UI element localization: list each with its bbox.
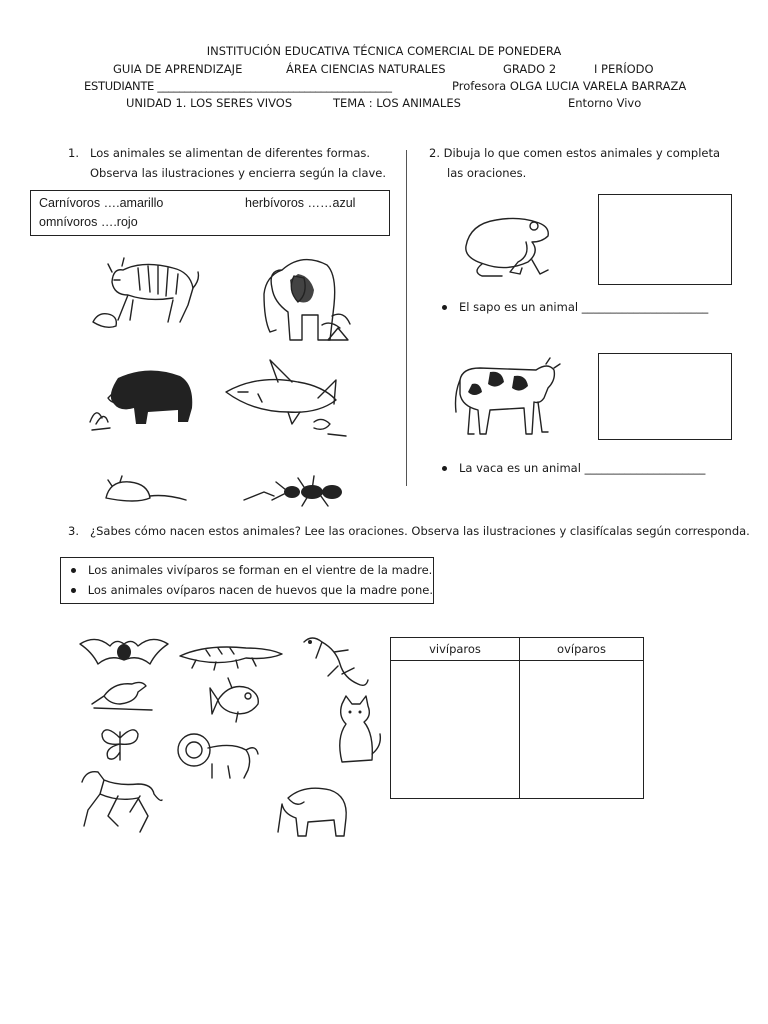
frog-icon: [456, 212, 556, 282]
frog-drawing-box[interactable]: [598, 194, 732, 285]
q1-line1: Los animales se alimentan de diferentes formas.: [90, 146, 371, 160]
q3-prompt: ¿Sabes cómo nacen estos animales? Lee las oraciones. Observa las ilustraciones y clasifícalas según corresponda.: [90, 524, 750, 538]
bird-icon: [90, 674, 156, 714]
elephant-icon: [274, 778, 354, 840]
color-key-box: [30, 190, 390, 236]
bat-icon: [76, 630, 172, 670]
bullet-icon: [71, 588, 76, 593]
butterfly-icon: [98, 724, 142, 764]
column-divider: [406, 150, 407, 486]
frog-sentence-row: [432, 297, 708, 317]
lion-icon: [172, 728, 262, 782]
teacher-label: Profesora OLGA LUCIA VARELA BARRAZA: [452, 79, 687, 93]
cow-sentence[interactable]: La vaca es un animal _____________________: [459, 461, 706, 475]
bullet-icon: [442, 305, 447, 310]
frog-sentence[interactable]: El sapo es un animal ______________________: [459, 300, 709, 314]
oviparous-header: ovíparos: [520, 638, 644, 661]
topic-label: TEMA : LOS ANIMALES: [333, 96, 461, 110]
bullet-icon: [71, 568, 76, 573]
viviparous-column[interactable]: [391, 661, 520, 799]
fish-icon: [208, 674, 264, 726]
oviparous-column[interactable]: [520, 661, 644, 799]
q2-line2: las oraciones.: [447, 166, 527, 180]
cat-icon: [330, 694, 384, 770]
environment-label: Entorno Vivo: [568, 96, 642, 110]
mouse-icon: [96, 470, 196, 510]
horse-icon: [78, 766, 164, 836]
key-omnivores: omnívoros ….rojo: [39, 215, 138, 229]
viviparous-header: vivíparos: [391, 638, 520, 661]
birth-types-box: [60, 557, 434, 604]
guide-label: GUIA DE APRENDIZAJE: [113, 62, 243, 76]
key-herbivores: herbívoros ……azul: [245, 196, 356, 210]
viviparous-definition: Los animales vivíparos se forman en el vientre de la madre.: [88, 563, 433, 577]
oviparous-definition: Los animales ovíparos nacen de huevos que la madre pone.: [87, 583, 433, 597]
bear-icon: [88, 360, 203, 435]
cow-icon: [450, 354, 560, 438]
q1-line2: Observa las ilustraciones y encierra según la clave.: [90, 166, 387, 180]
unit-label: UNIDAD 1. LOS SERES VIVOS: [126, 96, 293, 110]
institution-title: INSTITUCIÓN EDUCATIVA TÉCNICA COMERCIAL DE PONEDERA: [206, 44, 562, 58]
period-label: I PERÍODO: [594, 62, 654, 76]
elephant-icon: [252, 250, 360, 346]
classification-table: [390, 637, 644, 799]
crocodile-icon: [176, 636, 286, 672]
student-field: ESTUDIANTE ___________________________________________: [84, 79, 392, 93]
cow-drawing-box[interactable]: [598, 353, 732, 440]
area-label: ÁREA CIENCIAS NATURALES: [286, 62, 446, 76]
q2-line1: 2. Dibuja lo que comen estos animales y completa: [429, 146, 721, 160]
q1-number: 1.: [68, 146, 79, 160]
grade-label: GRADO 2: [503, 62, 557, 76]
ant-icon: [236, 470, 361, 510]
cow-sentence-row: [432, 458, 705, 478]
bullet-icon: [442, 466, 447, 471]
key-carnivores: Carnívoros ….amarillo: [39, 196, 164, 210]
tiger-icon: [88, 250, 203, 332]
q3-number: 3.: [68, 524, 79, 538]
lizard-icon: [296, 630, 372, 692]
shark-icon: [218, 352, 353, 442]
